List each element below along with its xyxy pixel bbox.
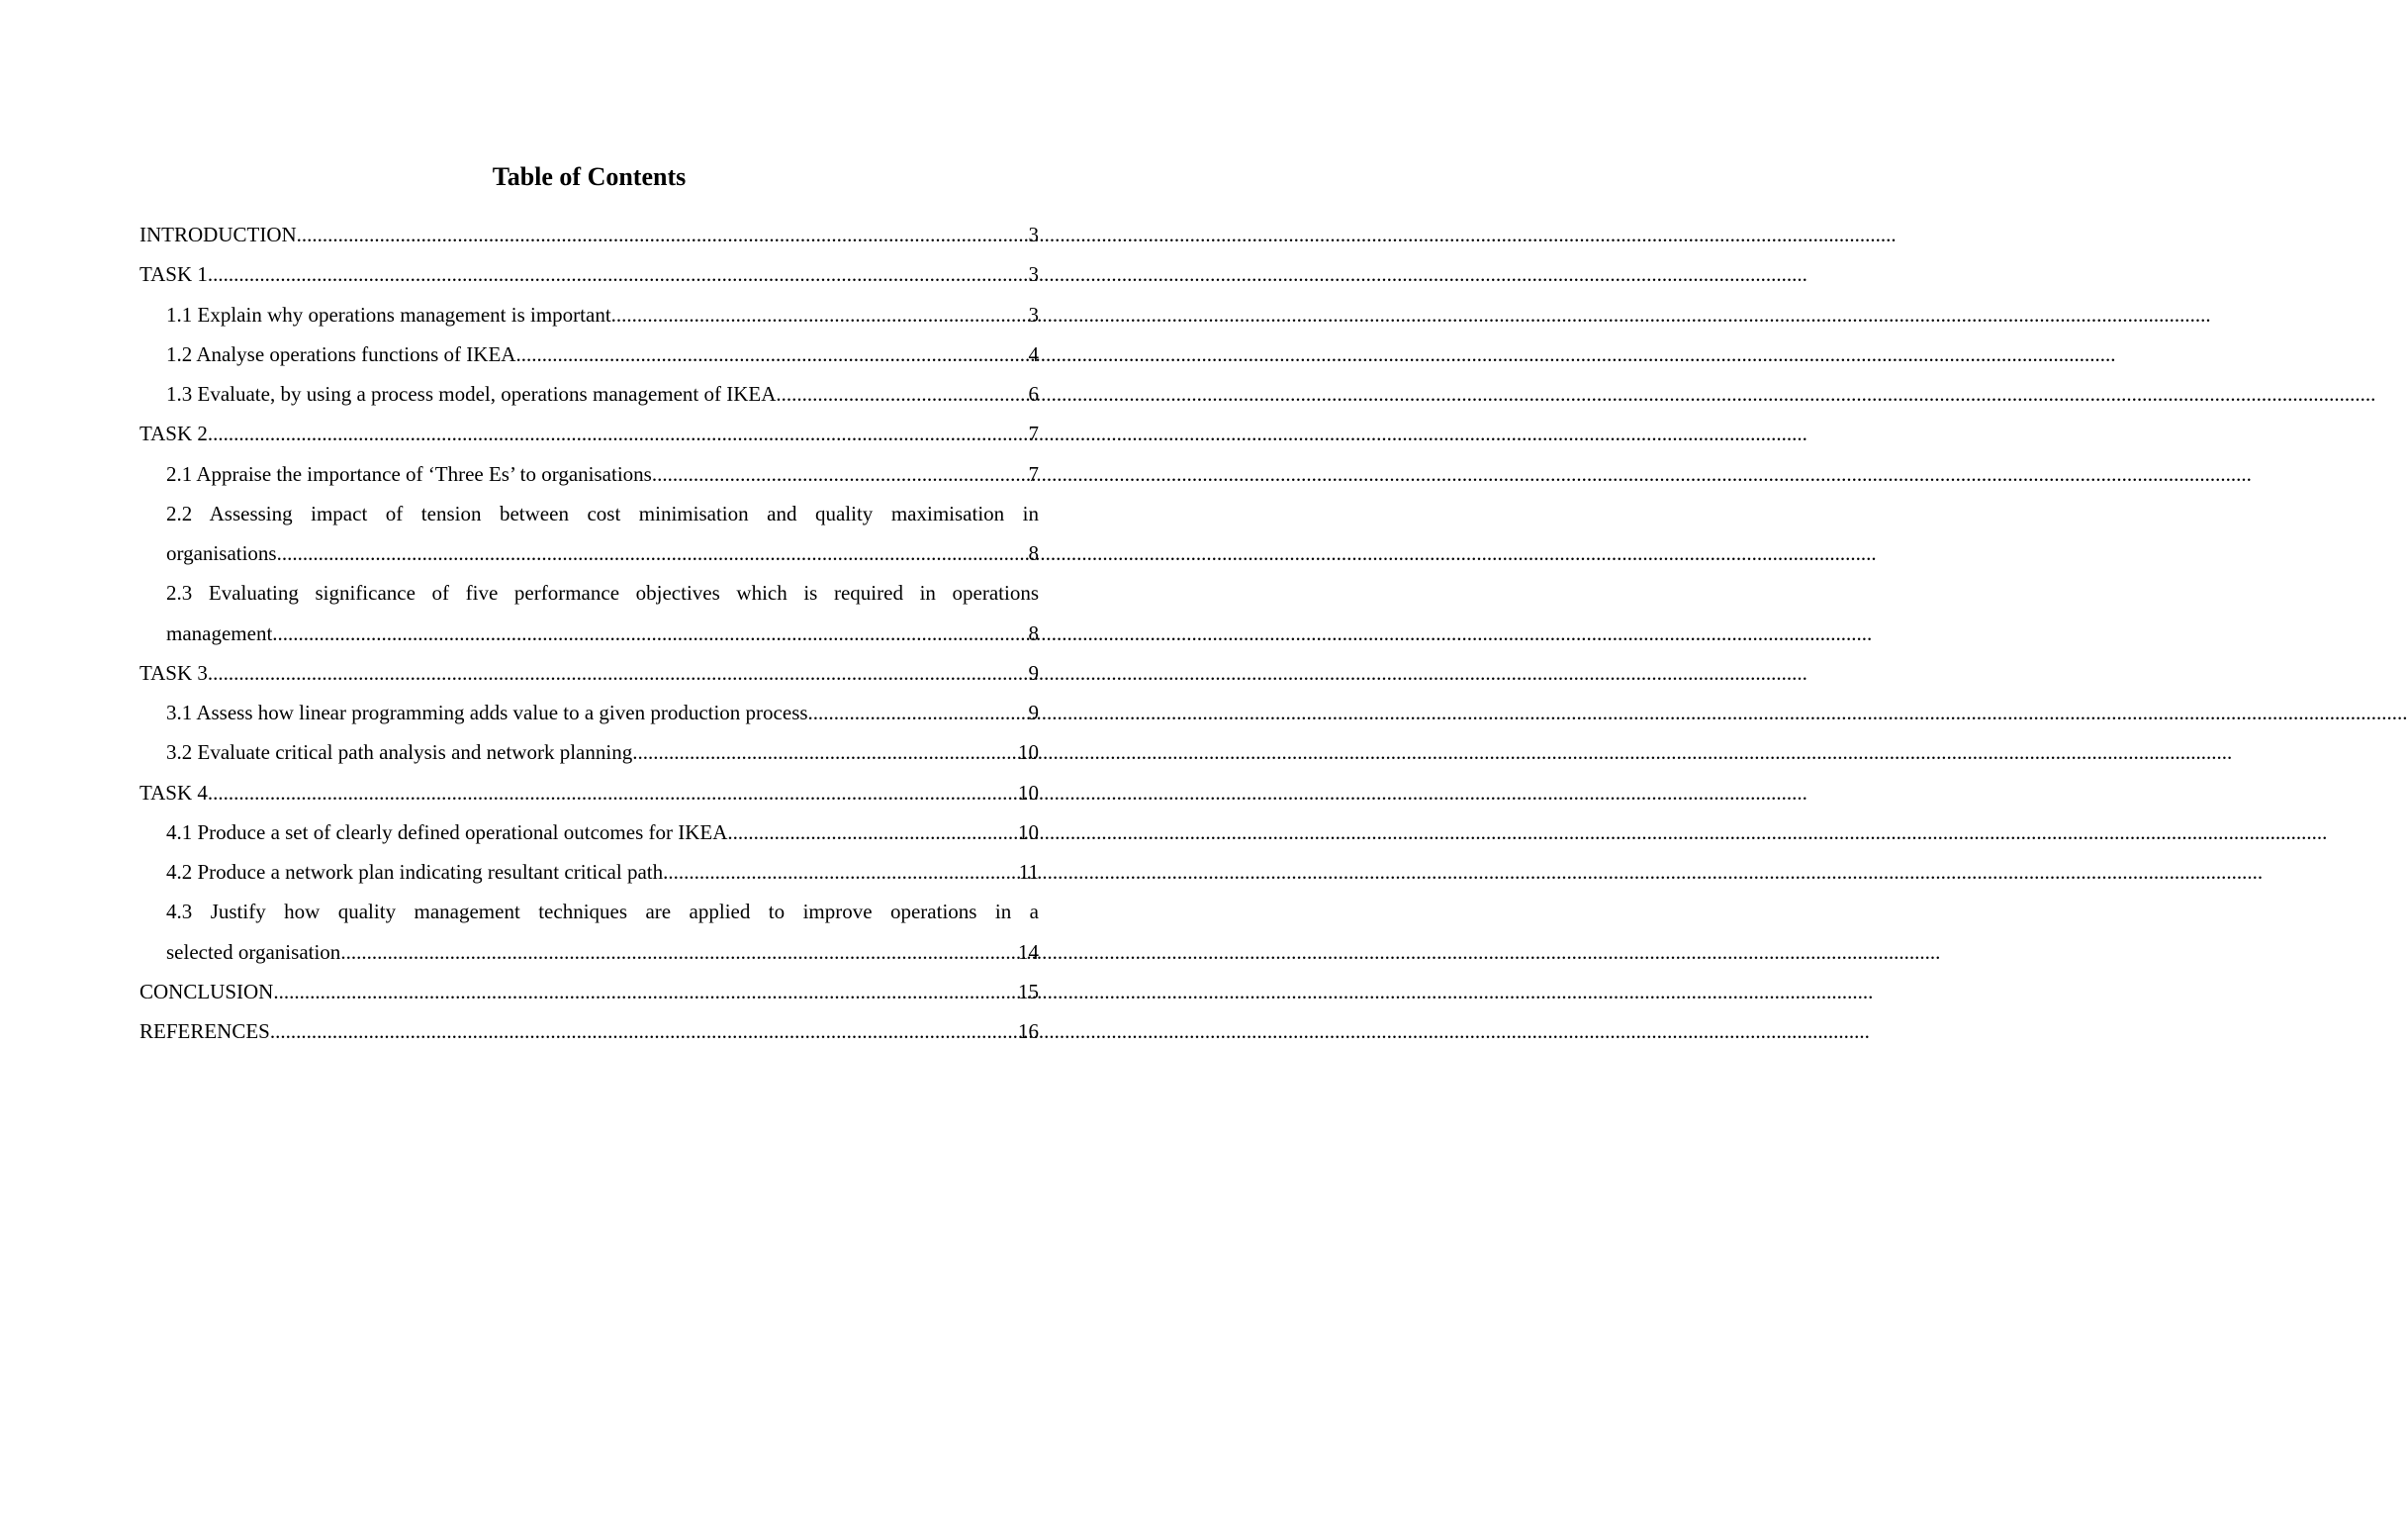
toc-page-number: 8	[1028, 620, 1039, 645]
toc-entry-label: 3.2 Evaluate critical path analysis and network planning	[166, 740, 633, 765]
toc-entry-line	[166, 295, 1039, 334]
toc-entry[interactable]	[166, 812, 1039, 852]
toc-entry-line	[166, 693, 1039, 732]
toc-entry-label: 3.1 Assess how linear programming adds value to a given production process	[166, 701, 808, 724]
toc-dot-leader	[273, 972, 1018, 1011]
toc-entry-line	[166, 732, 1039, 772]
toc-entry-label: TASK 2	[139, 422, 208, 446]
toc-dot-leader	[272, 614, 1028, 653]
toc-entry[interactable]	[166, 454, 1039, 494]
toc-entry[interactable]	[166, 573, 1039, 653]
toc-entry-line	[139, 254, 1039, 294]
toc-page-number: 16	[1018, 1019, 1039, 1043]
toc-entry-label: 1.2 Analyse operations functions of IKEA	[166, 341, 516, 366]
toc-dot-leader	[776, 374, 1028, 414]
toc-dot-leader	[808, 693, 1029, 732]
toc-entry-line	[166, 533, 1039, 573]
toc-entry[interactable]	[139, 972, 1039, 1011]
toc-entry-line	[139, 972, 1039, 1011]
toc-dot-leader	[208, 414, 1029, 453]
toc-entry-label: TASK 3	[139, 660, 208, 685]
toc-entry-label-first-line: 2.2 Assessing impact of tension between cost minimisation and quality maximisation in	[166, 501, 1039, 525]
toc-dot-leader	[727, 812, 1018, 852]
toc-page-number: 3	[1028, 262, 1039, 287]
toc-entry-line	[166, 812, 1039, 852]
toc-entry-line	[166, 614, 1039, 653]
toc-page-number: 8	[1028, 541, 1039, 565]
toc-page-number: 10	[1018, 819, 1039, 844]
toc-entry[interactable]	[139, 215, 1039, 254]
toc-page-number: 11	[1018, 860, 1039, 884]
toc-dot-leader	[663, 852, 1019, 892]
toc-page-number: 14	[1018, 939, 1039, 964]
toc-entry[interactable]	[139, 653, 1039, 693]
document-page	[139, 158, 1039, 1051]
toc-page-number: 4	[1028, 341, 1039, 366]
toc-entry[interactable]	[166, 693, 1039, 732]
toc-dot-leader	[515, 334, 1028, 374]
toc-dot-leader	[270, 1011, 1018, 1051]
toc-entry-label: CONCLUSION	[139, 979, 274, 1003]
toc-entry[interactable]	[139, 254, 1039, 294]
toc-page-number: 3	[1028, 223, 1039, 246]
toc-entry-label-first-line: 2.3 Evaluating significance of five performance objectives which is required in operations	[166, 581, 1039, 606]
toc-entry-line	[139, 215, 1039, 254]
toc-dot-leader	[297, 215, 1029, 254]
toc-title: Table of Contents	[492, 162, 687, 191]
toc-dot-leader	[277, 533, 1029, 573]
toc-entry[interactable]	[139, 773, 1039, 812]
toc-page-number: 3	[1028, 302, 1039, 327]
toc-page-number: 7	[1028, 422, 1039, 446]
toc-page-number: 10	[1018, 780, 1039, 805]
toc-list	[139, 215, 1039, 1051]
toc-entry-line	[139, 773, 1039, 812]
toc-dot-leader	[340, 932, 1018, 972]
toc-entry-line	[166, 374, 1039, 414]
toc-entry-label: 4.1 Produce a set of clearly defined operational outcomes for IKEA	[166, 819, 728, 844]
toc-entry-label: management	[166, 620, 273, 645]
toc-entry-label: 1.1 Explain why operations management is important	[166, 302, 611, 327]
toc-entry-label: 1.3 Evaluate, by using a process model, operations management of IKEA	[166, 382, 777, 406]
toc-entry[interactable]	[139, 1011, 1039, 1051]
toc-entry-label: REFERENCES	[139, 1019, 270, 1043]
toc-entry[interactable]	[166, 374, 1039, 414]
toc-entry-line	[139, 1011, 1039, 1051]
toc-entry-label: 2.1 Appraise the importance of ‘Three Es’ to organisations	[166, 461, 652, 486]
toc-entry-label: TASK 1	[139, 262, 208, 287]
toc-page-number: 10	[1018, 740, 1039, 765]
toc-entry-line	[139, 414, 1039, 453]
toc-dot-leader	[208, 773, 1018, 812]
toc-entry[interactable]	[166, 892, 1039, 972]
toc-dot-leader	[652, 454, 1029, 494]
toc-entry[interactable]	[166, 852, 1039, 892]
toc-page-number: 6	[1028, 382, 1039, 406]
toc-entry[interactable]	[166, 494, 1039, 574]
toc-entry[interactable]	[166, 295, 1039, 334]
toc-entry-label: INTRODUCTION	[139, 223, 297, 246]
toc-entry-label: selected organisation	[166, 939, 341, 964]
toc-entry-line	[166, 852, 1039, 892]
toc-dot-leader	[208, 653, 1029, 693]
toc-page-number: 9	[1028, 660, 1039, 685]
toc-entry[interactable]	[166, 732, 1039, 772]
toc-entry[interactable]	[166, 334, 1039, 374]
toc-entry-label: 4.2 Produce a network plan indicating resultant critical path	[166, 860, 664, 884]
toc-entry-label: TASK 4	[139, 780, 208, 805]
toc-dot-leader	[632, 732, 1018, 772]
toc-entry-line	[166, 334, 1039, 374]
toc-entry-line	[166, 454, 1039, 494]
toc-dot-leader	[208, 254, 1029, 294]
toc-dot-leader	[611, 295, 1029, 334]
toc-entry-line	[166, 932, 1039, 972]
toc-entry-label-first-line: 4.3 Justify how quality management techniques are applied to improve operations in a	[166, 900, 1039, 924]
toc-page-number: 15	[1018, 979, 1039, 1003]
toc-page-number: 7	[1028, 461, 1039, 486]
toc-page-number: 9	[1028, 701, 1039, 724]
toc-entry-line	[139, 653, 1039, 693]
toc-entry[interactable]	[139, 414, 1039, 453]
toc-entry-label: organisations	[166, 541, 277, 565]
